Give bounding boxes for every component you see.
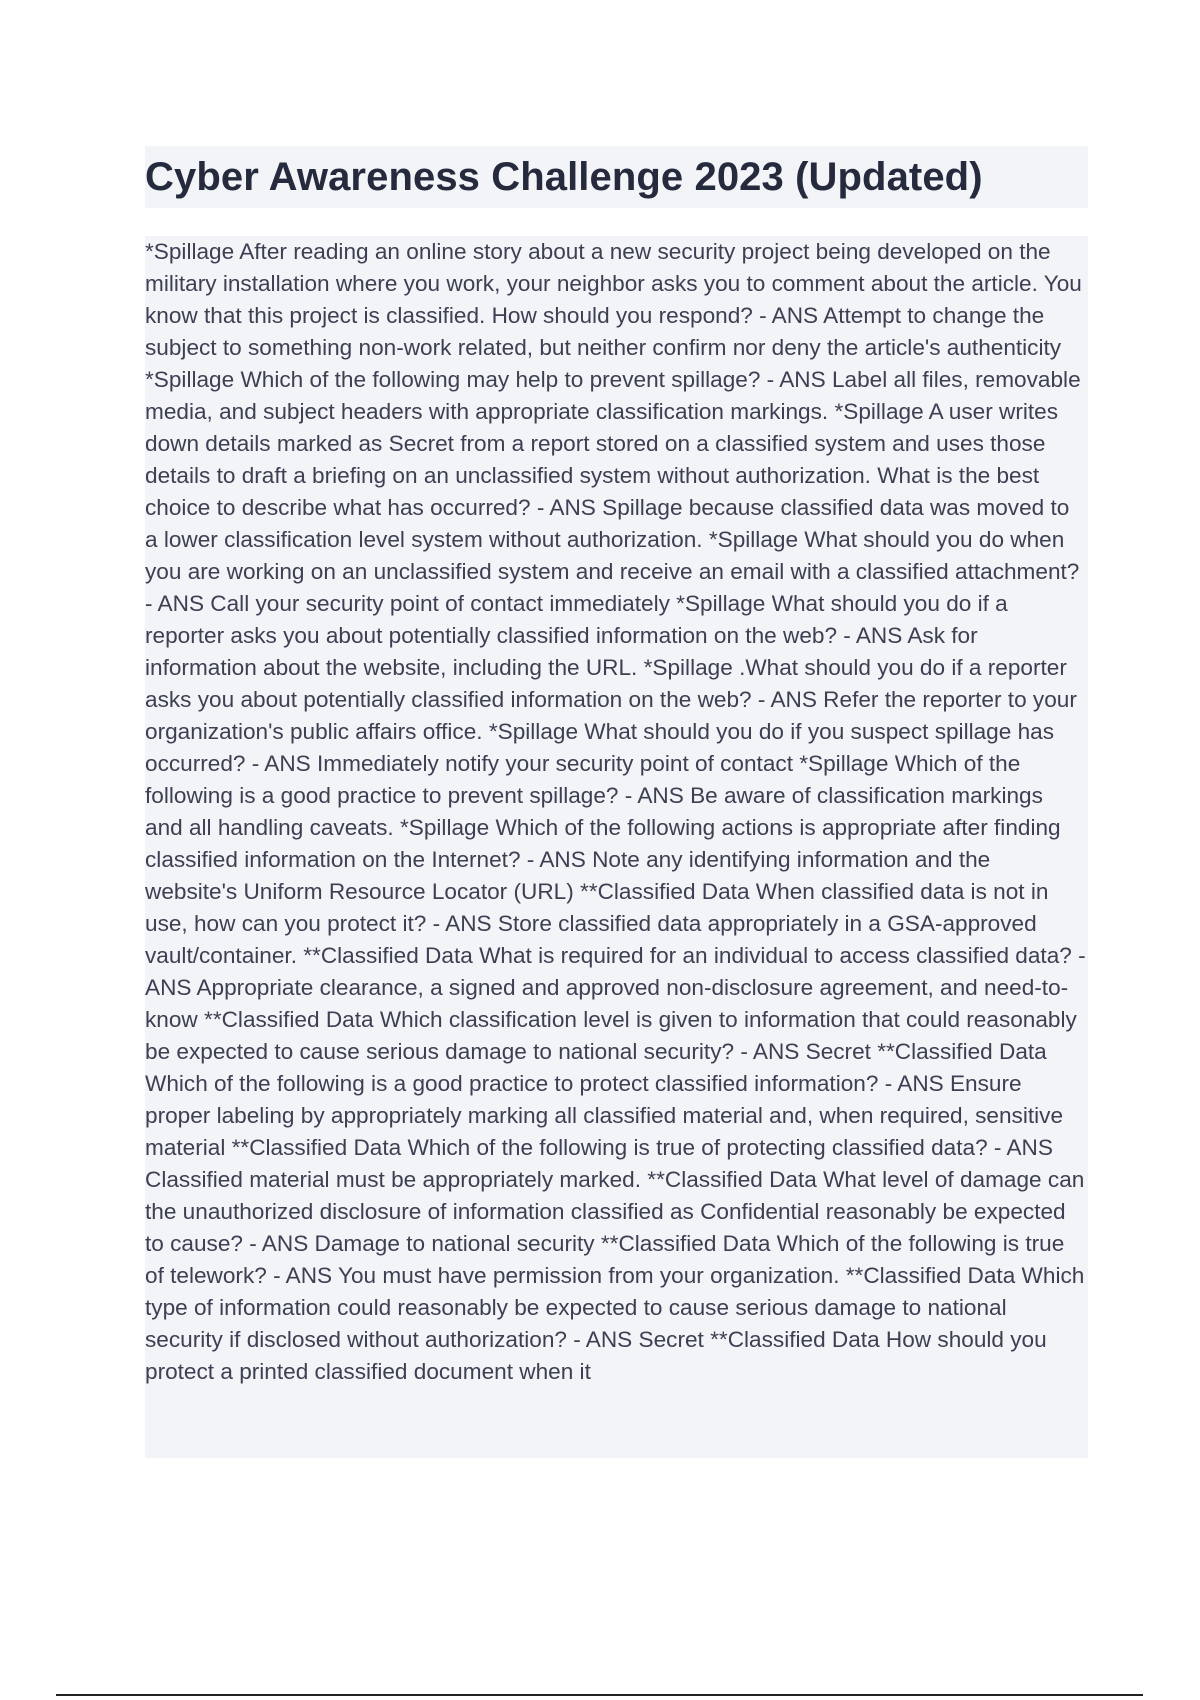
title-band [145, 146, 1088, 208]
body-band [145, 236, 1088, 1458]
document-body-text: *Spillage After reading an online story about a new security project being developed on the military installation where you work, your neighbor asks you to comment about the article. You know that this project is classified. How should you respond? - ANS Attempt to change the subject to something non-work related, but neither confirm nor deny the article's authenticity *Spillage Which of the following may help to prevent spillage? - ANS Label all files, removable media, and subject headers with appropriate classification markings. *Spillage A user writes down details marked as Secret from a report stored on a classified system and uses those details to draft a briefing on an unclassified system without authorization. What is the best choice to describe what has occurred? - ANS Spillage because classified data was moved to a lower classification level system without authorization. *Spillage What should you do when you are working on an unclassified system and receive an email with a classified attachment? - ANS Call your security point of contact immediately *Spillage What should you do if a reporter asks you about potentially classified information on the web? - ANS Ask for information about the website, including the URL. *Spillage .What should you do if a reporter asks you about potentially classified information on the web? - ANS Refer the reporter to your organization's public affairs office. *Spillage What should you do if you suspect spillage has occurred? - ANS Immediately notify your security point of contact *Spillage Which of the following is a good practice to prevent spillage? - ANS Be aware of classification markings and all handling caveats. *Spillage Which of the following actions is appropriate after finding classified information on the Internet? - ANS Note any identifying information and the website's Uniform Resource Locator (URL) **Classified Data When classified data is not in use, how can you protect it? - ANS Store classified data appropriately in a GSA-approved vault/container. **Classified Data What is required for an individual to access classified data? - ANS Appropriate clearance, a signed and approved non-disclosure agreement, and need-to-know **Classified Data Which classification level is given to information that could reasonably be expected to cause serious damage to national security? - ANS Secret **Classified Data Which of the following is a good practice to protect classified information? - ANS Ensure proper labeling by appropriately marking all classified material and, when required, sensitive material **Classified Data Which of the following is true of protecting classified data? - ANS Classified material must be appropriately marked. **Classified Data What level of damage can the unauthorized disclosure of information classified as Confidential reasonably be expected to cause? - ANS Damage to national security **Classified Data Which of the following is true of telework? - ANS You must have permission from your organization. **Classified Data Which type of information could reasonably be expected to cause serious damage to national security if disclosed without authorization? - ANS Secret **Classified Data How should you protect a printed classified document when it [145, 239, 1086, 1384]
document-title: Cyber Awareness Challenge 2023 (Updated) [145, 155, 983, 199]
footer-rule [56, 1694, 1143, 1696]
